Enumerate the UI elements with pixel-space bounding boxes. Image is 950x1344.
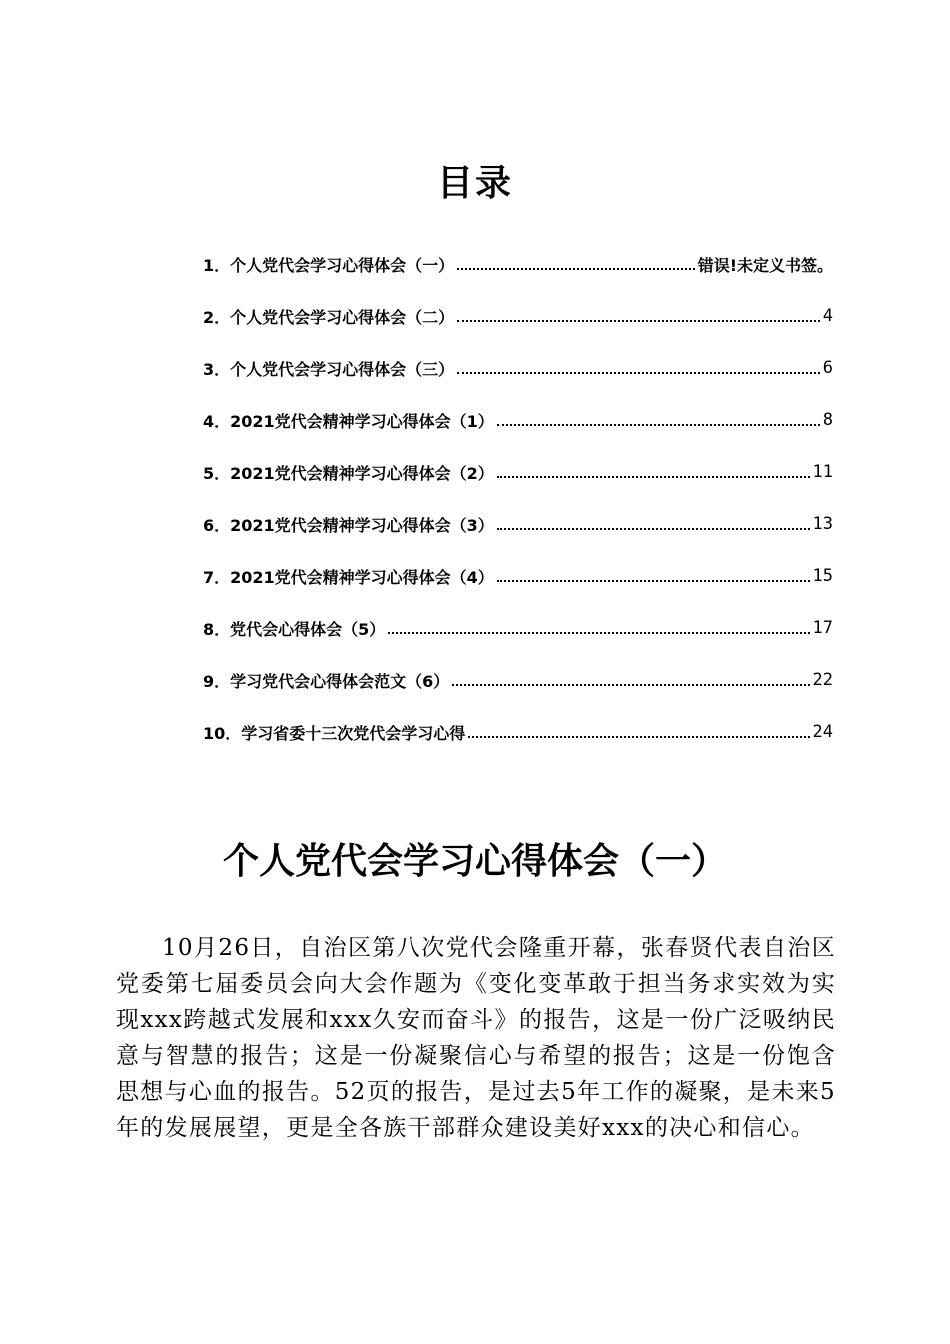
toc-entry-label: 5．2021党代会精神学习心得体会（2） [203,461,497,484]
toc-page-number: 15 [812,566,833,586]
toc-entry-label: 8．党代会心得体会（5） [203,617,388,640]
toc-leader-dots [457,267,695,270]
toc-page-number: 22 [812,670,833,690]
toc-entry-label: 7．2021党代会精神学习心得体会（4） [203,565,497,588]
toc-leader-dots [388,631,809,634]
toc-page-number: 11 [812,462,833,482]
toc-entry-8[interactable] [203,602,833,654]
toc-entry-2[interactable] [203,290,833,342]
toc-entry-3[interactable] [203,342,833,394]
toc-entry-6[interactable] [203,498,833,550]
toc-entry-4[interactable] [203,394,833,446]
table-of-contents [203,238,833,758]
toc-leader-dots [497,579,810,582]
toc-leader-dots [497,475,810,478]
toc-entry-9[interactable] [203,654,833,706]
toc-leader-dots [457,371,820,374]
toc-leader-dots [497,423,820,426]
toc-entry-1[interactable] [203,238,833,290]
toc-page-error: 错误!未定义书签。 [697,255,833,275]
toc-leader-dots [452,683,809,686]
toc-entry-label: 2．个人党代会学习心得体会（二） [203,305,457,328]
toc-page-number: 24 [812,722,833,742]
toc-leader-dots [457,319,820,322]
toc-entry-7[interactable] [203,550,833,602]
toc-entry-label: 6．2021党代会精神学习心得体会（3） [203,513,497,536]
toc-entry-label: 1．个人党代会学习心得体会（一） [203,253,457,276]
toc-leader-dots [497,527,810,530]
toc-page-number: 17 [812,618,833,638]
toc-entry-label: 9．学习党代会心得体会范文（6） [203,669,452,692]
section-title: 个人党代会学习心得体会（一） [222,841,727,882]
body-paragraph: 10月26日，自治区第八次党代会隆重开幕，张春贤代表自治区党委第七届委员会向大会作题为《变化变革敢于担当务求实效为实现xxx跨越式发展和xxx久安而奋斗》的报告，这是一份广泛吸纳民意与智慧的报告；这是一份凝聚信心与希望的报告；这是一份饱含思想与心血的报告。52页的报告，是过去5年工作的凝聚，是未来5年的发展展望，更是全各族干部群众建设美好xxx的决心和信心。 [116,935,836,1141]
toc-entry-5[interactable] [203,446,833,498]
toc-leader-dots [468,735,809,738]
toc-page-number: 8 [822,410,833,430]
toc-entry-label: 3．个人党代会学习心得体会（三） [203,357,457,380]
toc-entry-label: 4．2021党代会精神学习心得体会（1） [203,409,497,432]
toc-page-number: 4 [822,306,833,326]
toc-page-number: 6 [822,358,833,378]
toc-entry-10[interactable] [203,706,833,758]
toc-title: 目录 [436,163,513,204]
toc-entry-label: 10．学习省委十三次党代会学习心得 [203,721,468,744]
toc-page-number: 13 [812,514,833,534]
